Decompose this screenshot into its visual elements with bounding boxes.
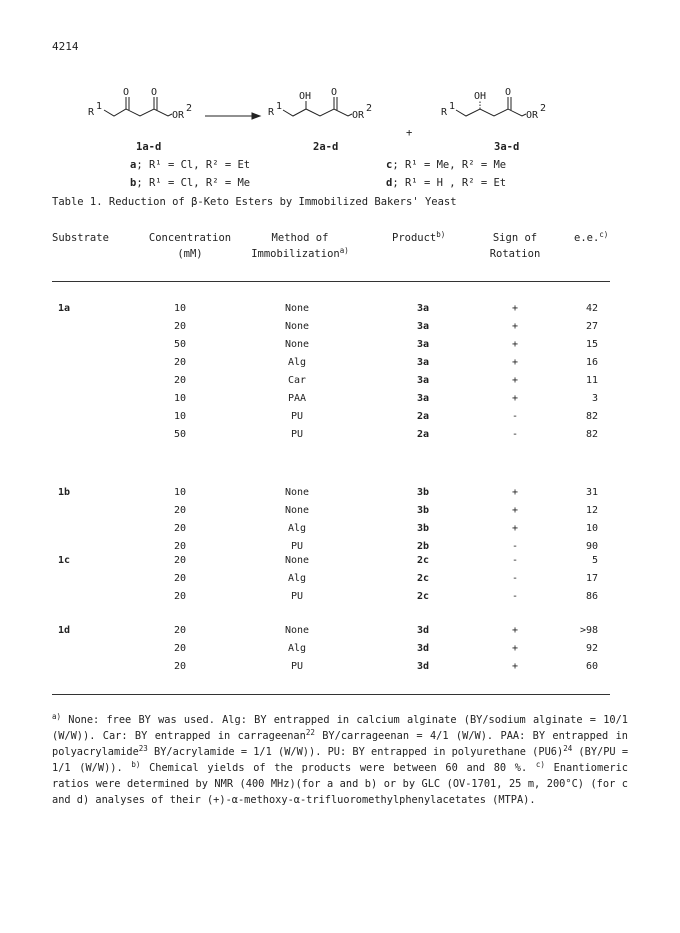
cell-method: PU bbox=[290, 429, 304, 440]
header-concentration bbox=[140, 230, 240, 262]
cell-concentration: 20 bbox=[173, 661, 187, 672]
def-key: b bbox=[130, 177, 137, 189]
scheme-def-a: a; R¹ = Cl, R² = Et bbox=[130, 159, 251, 171]
reaction-scheme bbox=[0, 0, 680, 203]
footnote-b-mark: b) bbox=[131, 760, 141, 769]
header-concentration-label: Concentration bbox=[148, 232, 232, 244]
cell-sign: - bbox=[511, 429, 519, 440]
cell-product: 2c bbox=[416, 555, 430, 566]
cell-ee: 11 bbox=[585, 375, 598, 386]
cell-concentration: 20 bbox=[173, 357, 187, 368]
footnote-c-text: Enantiomeric ratios were determined by NMR (400 MHz)(for a and b) or by GLC (OV-1701, 25 m, 200°C) (for c and d) analyses of their (+)-α-methoxy-α-trifluoromethylphenylacetates (MTPA). bbox=[52, 762, 629, 806]
cell-product: 3b bbox=[416, 523, 430, 534]
scheme-def-b: b; R¹ = Cl, R² = Me bbox=[130, 177, 251, 189]
svg-text:1: 1 bbox=[449, 101, 456, 112]
svg-text:OR: OR bbox=[526, 110, 539, 121]
cell-method: None bbox=[284, 303, 310, 314]
footnote-ref-b: b) bbox=[436, 230, 446, 239]
footnote-ref-a: a) bbox=[339, 246, 349, 255]
cell-ee: 60 bbox=[585, 661, 598, 672]
cell-product: 3b bbox=[416, 505, 430, 516]
cell-substrate: 1b bbox=[58, 487, 71, 498]
page-number: 4214 bbox=[52, 40, 79, 53]
cell-product: 3d bbox=[416, 661, 430, 672]
svg-text:2: 2 bbox=[540, 103, 547, 114]
cell-concentration: 20 bbox=[173, 505, 187, 516]
ref-22: 22 bbox=[305, 728, 315, 737]
cell-product: 3d bbox=[416, 643, 430, 654]
cell-concentration: 20 bbox=[173, 321, 187, 332]
footnote-a-text: None: free BY was used. Alg: BY entrapped in calcium alginate (BY/sodium alginate = 10/1 (W/W)). Car: BY entrapped in carrageenan bbox=[52, 714, 628, 742]
cell-method: PU bbox=[290, 411, 304, 422]
cell-substrate: 1d bbox=[58, 625, 71, 636]
cell-product: 3b bbox=[416, 487, 430, 498]
scheme-def-c: c; R¹ = Me, R² = Me bbox=[386, 159, 507, 171]
footnote-a-mark: a) bbox=[52, 712, 62, 721]
cell-ee: 82 bbox=[585, 429, 598, 440]
cell-ee: 27 bbox=[585, 321, 598, 332]
svg-text:R: R bbox=[88, 107, 95, 118]
cell-concentration: 10 bbox=[173, 487, 187, 498]
cell-method: PU bbox=[290, 541, 304, 552]
cell-method: Alg bbox=[287, 523, 307, 534]
svg-text:1: 1 bbox=[96, 101, 103, 112]
cell-sign: + bbox=[511, 487, 519, 498]
cell-sign: + bbox=[511, 339, 519, 350]
cell-product: 2c bbox=[416, 573, 430, 584]
def-key: a bbox=[130, 159, 137, 171]
header-concentration-unit: (mM) bbox=[177, 248, 203, 260]
ref-23: 23 bbox=[138, 744, 148, 753]
cell-sign: + bbox=[511, 643, 519, 654]
cell-method: PAA bbox=[287, 393, 307, 404]
footnote-b-text: Chemical yields of the products were between 60 and 80 %. bbox=[140, 762, 528, 774]
svg-text:OR: OR bbox=[352, 110, 365, 121]
cell-concentration: 20 bbox=[173, 375, 187, 386]
scheme-def-d: d; R¹ = H , R² = Et bbox=[386, 177, 507, 189]
def-text: R¹ = Cl, R² = Me bbox=[148, 177, 251, 189]
def-text: R¹ = Cl, R² = Et bbox=[148, 159, 251, 171]
header-product bbox=[392, 230, 445, 246]
cell-concentration: 20 bbox=[173, 643, 187, 654]
footnote-c-mark: c) bbox=[535, 760, 545, 769]
cell-sign: + bbox=[511, 625, 519, 636]
cell-ee: 86 bbox=[585, 591, 598, 602]
footnotes bbox=[52, 712, 628, 808]
cell-method: None bbox=[284, 487, 310, 498]
plus-sign: + bbox=[406, 127, 413, 139]
def-text: R¹ = Me, R² = Me bbox=[404, 159, 507, 171]
cell-sign: + bbox=[511, 393, 519, 404]
reaction-scheme-drawing bbox=[0, 0, 680, 200]
table-top-rule bbox=[52, 281, 610, 282]
svg-text:R: R bbox=[441, 107, 448, 118]
cell-method: PU bbox=[290, 591, 304, 602]
cell-product: 2a bbox=[416, 411, 430, 422]
cell-ee: 5 bbox=[591, 555, 598, 566]
svg-text:OH: OH bbox=[474, 91, 487, 102]
cell-method: Car bbox=[287, 375, 307, 386]
cell-sign: + bbox=[511, 523, 519, 534]
cell-product: 3d bbox=[416, 625, 430, 636]
cell-product: 3a bbox=[416, 393, 430, 404]
cell-product: 3a bbox=[416, 303, 430, 314]
cell-concentration: 50 bbox=[173, 429, 187, 440]
header-sign-line2: Rotation bbox=[489, 248, 541, 260]
cell-sign: + bbox=[511, 321, 519, 332]
cell-sign: - bbox=[511, 591, 519, 602]
svg-text:R: R bbox=[268, 107, 275, 118]
header-product-label: Product bbox=[392, 232, 437, 244]
cell-product: 2c bbox=[416, 591, 430, 602]
cell-product: 3a bbox=[416, 339, 430, 350]
cell-concentration: 20 bbox=[173, 573, 187, 584]
cell-ee: 17 bbox=[585, 573, 598, 584]
cell-ee: 82 bbox=[585, 411, 598, 422]
compound-label-3: 3a-d bbox=[494, 141, 520, 153]
def-key: d bbox=[386, 177, 393, 189]
cell-sign: - bbox=[511, 573, 519, 584]
cell-concentration: 50 bbox=[173, 339, 187, 350]
svg-text:O: O bbox=[151, 87, 158, 98]
cell-sign: + bbox=[511, 375, 519, 386]
svg-text:OR: OR bbox=[172, 110, 185, 121]
ref-24: 24 bbox=[563, 744, 573, 753]
compound-label-2: 2a-d bbox=[313, 141, 339, 153]
cell-substrate: 1a bbox=[58, 303, 71, 314]
svg-text:2: 2 bbox=[366, 103, 373, 114]
header-ee bbox=[574, 230, 608, 246]
cell-sign: + bbox=[511, 357, 519, 368]
cell-method: Alg bbox=[287, 643, 307, 654]
cell-concentration: 20 bbox=[173, 541, 187, 552]
cell-concentration: 20 bbox=[173, 555, 187, 566]
cell-sign: + bbox=[511, 303, 519, 314]
cell-substrate: 1c bbox=[58, 555, 71, 566]
table-bottom-rule bbox=[52, 694, 610, 695]
cell-sign: - bbox=[511, 541, 519, 552]
cell-ee: 3 bbox=[591, 393, 598, 404]
header-method-line2: Immobilization$^{a)}$ bbox=[251, 246, 349, 260]
header-method bbox=[240, 230, 360, 262]
footnote-ref-c: c) bbox=[599, 230, 609, 239]
cell-method: Alg bbox=[287, 357, 307, 368]
def-key: c bbox=[386, 159, 393, 171]
footnote-a-text-2: BY/carrageenan = 4/1 (W/W). PAA: BY entrapped in polyacrylamide bbox=[52, 730, 628, 758]
svg-text:2: 2 bbox=[186, 103, 193, 114]
header-ee-label: e.e. bbox=[574, 232, 600, 244]
cell-ee: 92 bbox=[585, 643, 598, 654]
cell-concentration: 20 bbox=[173, 625, 187, 636]
svg-text:O: O bbox=[331, 87, 338, 98]
cell-ee: 10 bbox=[585, 523, 598, 534]
svg-text:1: 1 bbox=[276, 101, 283, 112]
cell-product: 2a bbox=[416, 429, 430, 440]
header-substrate: Substrate bbox=[52, 232, 109, 244]
cell-sign: + bbox=[511, 661, 519, 672]
cell-ee: 90 bbox=[585, 541, 598, 552]
cell-product: 3a bbox=[416, 357, 430, 368]
cell-method: None bbox=[284, 339, 310, 350]
cell-method: None bbox=[284, 321, 310, 332]
cell-concentration: 10 bbox=[173, 303, 187, 314]
footnote-a-text-4: (BY/PU = 1/1 (W/W)). bbox=[52, 746, 629, 774]
footnote-a-text-3: BY/acrylamide = 1/1 (W/W)). PU: BY entrapped in polyurethane (PU6) bbox=[147, 746, 564, 758]
table-caption: Table 1. Reduction of β-Keto Esters by Immobilized Bakers' Yeast bbox=[52, 196, 457, 208]
cell-ee: 42 bbox=[585, 303, 598, 314]
compound-label-1: 1a-d bbox=[136, 141, 162, 153]
header-sign-line1: Sign of bbox=[492, 232, 538, 244]
svg-text:O: O bbox=[123, 87, 130, 98]
cell-concentration: 20 bbox=[173, 523, 187, 534]
svg-text:OH: OH bbox=[299, 91, 312, 102]
cell-ee: 16 bbox=[585, 357, 598, 368]
cell-method: None bbox=[284, 555, 310, 566]
def-text: R¹ = H , R² = Et bbox=[404, 177, 507, 189]
cell-concentration: 10 bbox=[173, 411, 187, 422]
cell-method: PU bbox=[290, 661, 304, 672]
cell-ee: 31 bbox=[585, 487, 598, 498]
cell-product: 3a bbox=[416, 375, 430, 386]
cell-concentration: 10 bbox=[173, 393, 187, 404]
cell-method: None bbox=[284, 505, 310, 516]
cell-concentration: 20 bbox=[173, 591, 187, 602]
cell-product: 2b bbox=[416, 541, 430, 552]
cell-sign: + bbox=[511, 505, 519, 516]
cell-ee: 15 bbox=[585, 339, 598, 350]
header-method-line1: Method of bbox=[271, 232, 329, 244]
cell-ee: >98 bbox=[579, 625, 598, 636]
cell-method: None bbox=[284, 625, 310, 636]
cell-sign: - bbox=[511, 555, 519, 566]
cell-product: 3a bbox=[416, 321, 430, 332]
cell-ee: 12 bbox=[585, 505, 598, 516]
svg-text:O: O bbox=[505, 87, 512, 98]
header-sign bbox=[480, 230, 550, 262]
cell-method: Alg bbox=[287, 573, 307, 584]
cell-sign: - bbox=[511, 411, 519, 422]
